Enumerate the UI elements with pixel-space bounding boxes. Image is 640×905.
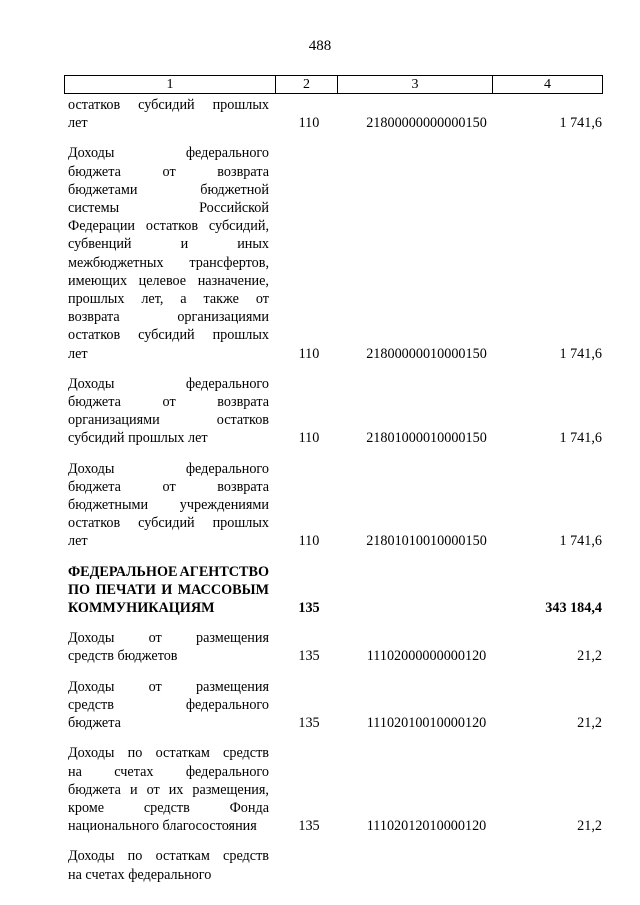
row-admin-code: 110 — [298, 430, 320, 447]
row-description — [68, 629, 269, 665]
row-amount: 1 741,6 — [559, 430, 602, 447]
description-line: лет — [68, 115, 88, 132]
table-body — [68, 96, 602, 884]
description-line: субвенций и иных — [68, 236, 269, 253]
column-header-2: 2 — [276, 76, 338, 93]
description-line: прошлых лет, а также от — [68, 291, 269, 308]
row-admin-code: 135 — [298, 818, 320, 835]
description-line: остатков субсидий прошлых — [68, 327, 269, 344]
description-line: остатков субсидий прошлых — [68, 97, 269, 113]
description-line: на счетах федерального — [68, 866, 212, 883]
row-description — [68, 744, 269, 835]
row-admin-code: 135 — [298, 715, 320, 732]
description-line: средств бюджетов — [68, 648, 178, 665]
row-classification-code: 21801010010000150 — [366, 533, 487, 550]
row-classification-code: 11102010010000120 — [366, 715, 487, 732]
row-amount: 21,2 — [577, 715, 602, 732]
row-description — [68, 563, 269, 618]
table-row — [68, 744, 602, 835]
description-line: лет — [68, 533, 88, 550]
table-row — [68, 629, 602, 665]
description-line: Доходы федерального — [68, 145, 269, 162]
row-description — [68, 678, 269, 733]
row-description — [68, 847, 269, 883]
row-description — [68, 375, 269, 448]
row-amount: 1 741,6 — [559, 345, 602, 362]
row-classification-code: 21800000000000150 — [366, 115, 487, 132]
row-amount: 343 184,4 — [545, 600, 602, 617]
row-admin-code: 135 — [298, 648, 320, 665]
column-header-4: 4 — [544, 77, 551, 92]
table-row — [68, 678, 602, 733]
description-line: лет — [68, 345, 88, 362]
column-header-3: 3 — [338, 76, 493, 93]
description-line: возврата организациями — [68, 309, 269, 326]
description-line: КОММУНИКАЦИЯМ — [68, 600, 215, 617]
row-description — [68, 96, 269, 132]
description-line: ПО ПЕЧАТИ И МАССОВЫМ — [68, 581, 269, 598]
description-line: ФЕДЕРАЛЬНОЕ АГЕНТСТВО — [68, 563, 269, 580]
row-amount: 21,2 — [577, 818, 602, 835]
description-line: системы Российской — [68, 200, 269, 217]
description-line: Доходы федерального — [68, 460, 269, 477]
description-line: Доходы федерального — [68, 375, 269, 392]
row-classification-code: 11102012010000120 — [366, 818, 487, 835]
row-description — [68, 144, 269, 362]
row-amount: 1 741,6 — [559, 533, 602, 550]
row-admin-code: 110 — [298, 345, 320, 362]
description-line: Доходы по остаткам средств — [68, 848, 269, 865]
description-line: на счетах федерального — [68, 763, 269, 780]
table-header — [64, 75, 603, 94]
table-row — [68, 144, 602, 362]
row-classification-code: 21801000010000150 — [366, 430, 487, 447]
description-line: остатков субсидий прошлых — [68, 515, 269, 532]
table-row — [68, 847, 602, 883]
row-classification-code: 21800000010000150 — [366, 345, 487, 362]
description-line: Доходы по остаткам средств — [68, 745, 269, 762]
description-line: организациями остатков — [68, 412, 269, 429]
description-line: Доходы от размещения — [68, 630, 269, 647]
row-description — [68, 460, 269, 551]
description-line: бюджета от возврата — [68, 478, 269, 495]
page-number: 488 — [308, 38, 332, 54]
description-line: субсидий прошлых лет — [68, 430, 208, 447]
description-line: имеющих целевое назначение, — [68, 272, 269, 289]
row-admin-code: 110 — [298, 115, 320, 132]
row-admin-code: 110 — [298, 533, 320, 550]
table-row — [68, 375, 602, 448]
row-admin-code: 135 — [298, 600, 320, 617]
description-line: бюджета — [68, 715, 121, 732]
table-row — [68, 96, 602, 132]
description-line: Доходы от размещения — [68, 678, 269, 695]
description-line: бюджета от возврата — [68, 394, 269, 411]
description-line: бюджетами бюджетной — [68, 181, 269, 198]
description-line: средств федерального — [68, 696, 269, 713]
description-line: бюджета и от их размещения, — [68, 781, 269, 798]
column-header-1: 1 — [65, 76, 276, 93]
description-line: Федерации остатков субсидий, — [68, 218, 269, 235]
row-classification-code: 11102000000000120 — [366, 648, 487, 665]
description-line: бюджетными учреждениями — [68, 497, 269, 514]
row-amount: 21,2 — [577, 648, 602, 665]
description-line: межбюджетных трансфертов, — [68, 254, 269, 271]
row-amount: 1 741,6 — [559, 115, 602, 132]
description-line: национального благосостояния — [68, 818, 257, 835]
description-line: кроме средств Фонда — [68, 799, 269, 816]
description-line: бюджета от возврата — [68, 163, 269, 180]
table-row — [68, 563, 602, 618]
table-row — [68, 460, 602, 551]
